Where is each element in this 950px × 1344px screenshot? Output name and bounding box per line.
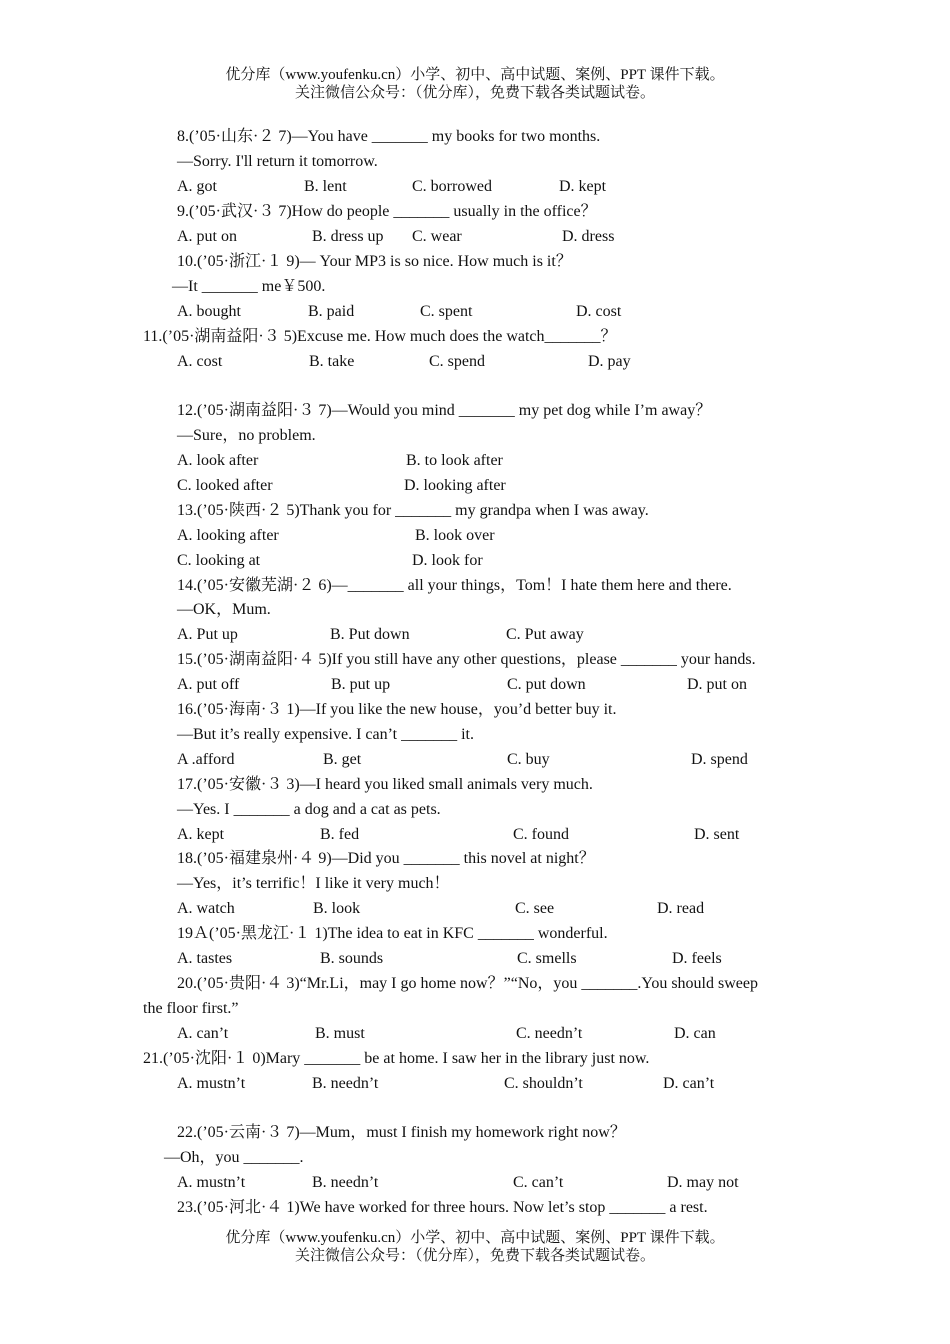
q12-option-b: B. to look after [406, 452, 503, 469]
page-header [0, 66, 950, 102]
q18-option-b: B. look [313, 900, 361, 917]
question-9-stem: 9.(’05·武汉·３ 7)How do people _______ usually in the office？ [177, 203, 597, 220]
q15-option-d: D. put on [687, 676, 747, 693]
question-20-stem: 20.(’05·贵阳·４ 3)“Mr.Li，may I go home now？”“No，you _______.You should sweep [177, 975, 758, 992]
q20-option-d: D. can [674, 1025, 716, 1042]
q16-option-a: A .afford [177, 751, 235, 768]
q15-option-a: A. put off [177, 676, 240, 693]
q18-option-d: D. read [657, 900, 705, 917]
q18-option-c: C. see [515, 900, 555, 917]
q10-option-a: A. bought [177, 303, 241, 320]
q10-option-c: C. spent [420, 303, 473, 320]
q9-option-a: A. put on [177, 228, 237, 245]
q9-option-d: D. dress [562, 228, 615, 245]
question-15-stem: 15.(’05·湖南益阳·４ 5)If you still have any other questions，please _______ your hands. [177, 651, 756, 668]
header-line-1: 优分库（www.youfenku.cn）小学、初中、高中试题、案例、PPT 课件下载。 [225, 67, 725, 83]
q8-option-a: A. got [177, 178, 217, 195]
footer-line-1: 优分库（www.youfenku.cn）小学、初中、高中试题、案例、PPT 课件下载。 [225, 1230, 725, 1246]
q19-option-b: B. sounds [320, 950, 384, 967]
q12-option-a: A. look after [177, 452, 259, 469]
q19-option-d: D. feels [672, 950, 722, 967]
q22-option-b: B. needn’t [312, 1174, 379, 1191]
q21-option-d: D. can’t [663, 1075, 715, 1092]
q22-option-c: C. can’t [513, 1174, 564, 1191]
q13-option-a: A. looking after [177, 527, 279, 544]
q16-option-c: C. buy [507, 751, 550, 768]
q19-option-a: A. tastes [177, 950, 233, 967]
q12-option-d: D. looking after [404, 477, 506, 494]
q21-option-c: C. shouldn’t [504, 1075, 583, 1092]
q11-option-d: D. pay [588, 353, 631, 370]
q13-option-b: B. look over [415, 527, 495, 544]
question-18-stem: 18.(’05·福建泉州·４ 9)—Did you _______ this novel at night？ [177, 850, 595, 867]
q17-option-d: D. sent [694, 826, 740, 843]
q11-option-c: C. spend [429, 353, 485, 370]
question-8-reply: —Sorry. I'll return it tomorrow. [177, 153, 378, 170]
footer-line-2: 关注微信公众号：（优分库），免费下载各类试题试卷。 [294, 1248, 655, 1264]
question-14-stem: 14.(’05·安徽芜湖·２ 6)—_______ all your things，Tom！I hate them here and there. [177, 577, 732, 594]
q11-option-a: A. cost [177, 353, 223, 370]
question-10-stem: 10.(’05·浙江·１ 9)— Your MP3 is so nice. How much is it？ [177, 253, 572, 270]
q15-option-c: C. put down [507, 676, 586, 693]
question-17-stem: 17.(’05·安徽·３ 3)—I heard you liked small animals very much. [177, 776, 593, 793]
question-11-stem: 11.(’05·湖南益阳·３ 5)Excuse me. How much does the watch_______？ [143, 328, 617, 345]
q18-option-a: A. watch [177, 900, 235, 917]
q13-option-d: D. look for [412, 552, 483, 569]
question-18-reply: —Yes，it’s terrific！I like it very much！ [177, 875, 450, 892]
question-10-reply: —It _______ me￥500. [172, 278, 326, 295]
q17-option-b: B. fed [320, 826, 360, 843]
q21-option-a: A. mustn’t [177, 1075, 246, 1092]
q8-option-b: B. lent [304, 178, 347, 195]
q16-option-b: B. get [323, 751, 362, 768]
q22-option-d: D. may not [667, 1174, 739, 1191]
q19-option-c: C. smells [517, 950, 577, 967]
question-17-reply: —Yes. I _______ a dog and a cat as pets. [177, 801, 441, 818]
q20-option-a: A. can’t [177, 1025, 229, 1042]
q13-option-c: C. looking at [177, 552, 261, 569]
question-21-stem: 21.(’05·沈阳·１ 0)Mary _______ be at home. I saw her in the library just now. [143, 1050, 650, 1067]
q8-option-c: C. borrowed [412, 178, 492, 195]
q9-option-b: B. dress up [312, 228, 384, 245]
question-19-stem: 19Ａ(’05·黑龙江·１ 1)The idea to eat in KFC _______ wonderful. [177, 925, 608, 942]
question-13-stem: 13.(’05·陕西·２ 5)Thank you for _______ my grandpa when I was away. [177, 502, 649, 519]
q17-option-c: C. found [513, 826, 569, 843]
q14-option-c: C. Put away [506, 626, 584, 643]
question-16-stem: 16.(’05·海南·３ 1)—If you like the new house，you’d better buy it. [177, 701, 617, 718]
question-23-stem: 23.(’05·河北·４ 1)We have worked for three hours. Now let’s stop _______ a rest. [177, 1199, 708, 1216]
q20-option-c: C. needn’t [516, 1025, 583, 1042]
question-12-reply: —Sure，no problem. [177, 427, 316, 444]
q17-option-a: A. kept [177, 826, 225, 843]
q14-option-b: B. Put down [330, 626, 410, 643]
question-8-stem: 8.(’05·山东·２ 7)—You have _______ my books for two months. [177, 128, 601, 145]
question-14-reply: —OK，Mum. [177, 601, 271, 618]
q20-option-b: B. must [315, 1025, 365, 1042]
page-footer [0, 1229, 950, 1265]
header-line-2: 关注微信公众号：（优分库），免费下载各类试题试卷。 [294, 85, 655, 101]
q11-option-b: B. take [309, 353, 355, 370]
question-16-reply: —But it’s really expensive. I can’t _______ it. [177, 726, 474, 743]
q10-option-b: B. paid [308, 303, 355, 320]
q22-option-a: A. mustn’t [177, 1174, 246, 1191]
q10-option-d: D. cost [576, 303, 622, 320]
q15-option-b: B. put up [331, 676, 391, 693]
q14-option-a: A. Put up [177, 626, 238, 643]
q12-option-c: C. looked after [177, 477, 273, 494]
question-22-stem: 22.(’05·云南·３ 7)—Mum，must I finish my homework right now？ [177, 1124, 626, 1141]
q16-option-d: D. spend [691, 751, 748, 768]
q21-option-b: B. needn’t [312, 1075, 379, 1092]
q8-option-d: D. kept [559, 178, 607, 195]
question-20-continuation: the floor first.” [143, 1000, 239, 1017]
q9-option-c: C. wear [412, 228, 462, 245]
question-22-reply: —Oh，you _______. [164, 1149, 304, 1166]
question-12-stem: 12.(’05·湖南益阳·３ 7)—Would you mind _______ my pet dog while I’m away？ [177, 402, 712, 419]
